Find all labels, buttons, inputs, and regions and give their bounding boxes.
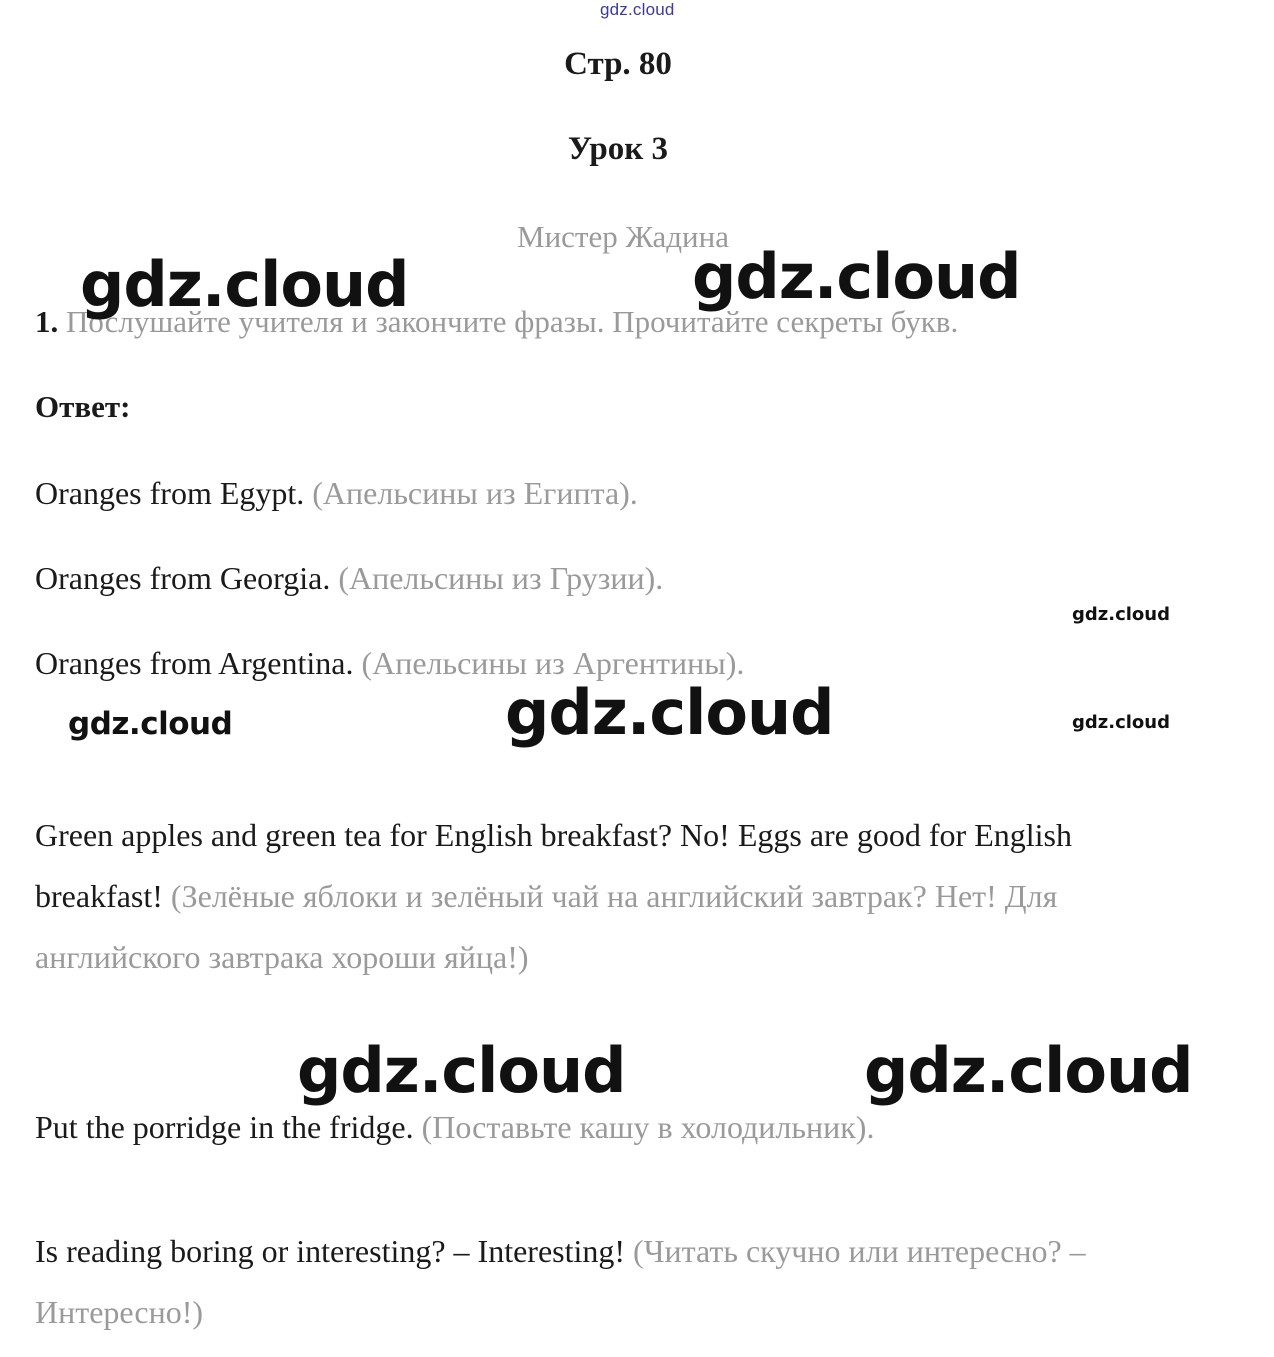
watermark: gdz.cloud [864,1034,1193,1107]
watermark: gdz.cloud [505,676,834,749]
watermark: gdz.cloud [68,706,233,742]
answer-label: Ответ: [35,389,131,424]
watermark: gdz.cloud [1072,712,1170,733]
translation-text: (Зелёные яблоки и зелёный чай на английский завтрак? Нет! Для английского завтрака хороши яйца!) [35,878,1058,975]
answer-paragraph [35,805,1195,988]
task-number: 1. [35,304,59,339]
translation-text: (Апельсины из Аргентины). [361,645,745,681]
top-watermark: gdz.cloud [600,0,675,19]
translation-text: (Читать скучно или интересно? – Интересно!) [35,1233,1086,1330]
translation-text: (Апельсины из Египта). [312,475,638,511]
task-text: Послушайте учителя и закончите фразы. Прочитайте секреты букв. [66,304,959,339]
english-text: Green apples and green tea for English breakfast? No! Eggs are good for English breakfast! [35,817,1072,914]
english-text: Oranges from Egypt. [35,475,305,511]
watermark: gdz.cloud [297,1034,626,1107]
english-text: Oranges from Argentina. [35,645,354,681]
answer-line [35,475,638,512]
english-text: Is reading boring or interesting? – Interesting! [35,1233,626,1269]
watermark: gdz.cloud [1072,604,1170,625]
lesson-title: Урок 3 [567,131,669,167]
watermark: gdz.cloud [692,240,1021,313]
watermark: gdz.cloud [80,248,409,321]
translation-text: (Поставьте кашу в холодильник). [421,1109,875,1145]
answer-paragraph [35,1221,1195,1343]
answer-line [35,560,663,597]
translation-text: (Апельсины из Грузии). [338,560,664,596]
page-number: Стр. 80 [564,46,672,82]
english-text: Oranges from Georgia. [35,560,331,596]
english-text: Put the porridge in the fridge. [35,1109,414,1145]
lesson-subtitle: Мистер Жадина [517,219,729,254]
